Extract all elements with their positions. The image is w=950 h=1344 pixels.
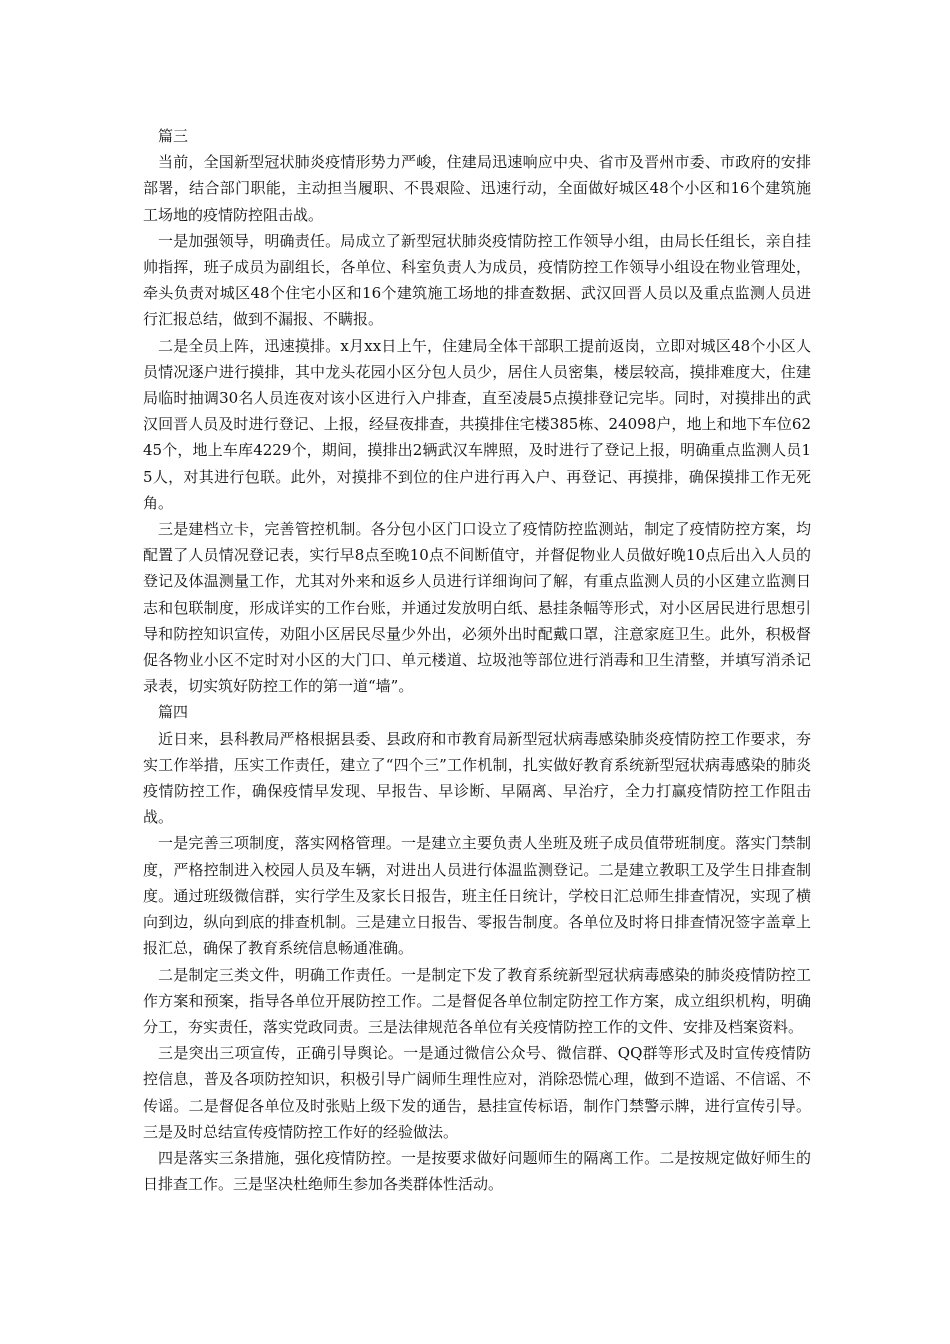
paragraph: 二是全员上阵，迅速摸排。x月xx日上午，住建局全体干部职工提前返岗，立即对城区48个小区人员情况逐户进行摸排，其中龙头花园小区分包人员少，居住人员密集，楼层较高，摸排难度大，住建局临时抽调30名人员连夜对该小区进行入户排查，直至凌晨5点摸排登记完毕。同时，对摸排出的武汉回晋人员及时进行登记、上报，经昼夜排查，共摸排住宅楼385栋、24098户，地上和地下车位6245个，地上车库4229个，期间，摸排出2辆武汉车牌照，及时进行了登记上报，明确重点监测人员15人，对其进行包联。此外，对摸排不到位的住户进行再入户、再登记、再摸排，确保摸排工作无死角。	[143, 336, 811, 512]
paragraph: 当前，全国新型冠状肺炎疫情形势力严峻，住建局迅速响应中央、省市及晋州市委、市政府的安排部署，结合部门职能，主动担当履职、不畏艰险、迅速行动，全面做好城区48个小区和16个建筑施工场地的疫情防控阻击战。	[143, 153, 811, 224]
paragraph: 近日来，县科教局严格根据县委、县政府和市教育局新型冠状病毒感染肺炎疫情防控工作要求，夯实工作举措，压实工作责任，建立了“四个三”工作机制，扎实做好教育系统新型冠状病毒感染的肺炎疫情防控工作，确保疫情早发现、早报告、早诊断、早隔离、早治疗，全力打赢疫情防控工作阻击战。	[143, 729, 811, 827]
paragraph: 三是突出三项宣传，正确引导舆论。一是通过微信公众号、微信群、QQ群等形式及时宣传疫情防控信息，普及各项防控知识，积极引导广阔师生理性应对，消除恐慌心理，做到不造谣、不信谣、不传谣。二是督促各单位及时张贴上级下发的通告，悬挂宣传标语，制作门禁警示牌，进行宣传引导。三是及时总结宣传疫情防控工作好的经验做法。	[143, 1044, 811, 1141]
section-heading: 篇四	[158, 703, 189, 722]
paragraph: 一是加强领导，明确责任。局成立了新型冠状肺炎疫情防控工作领导小组，由局长任组长，亲自挂帅指挥，班子成员为副组长，各单位、科室负责人为成员，疫情防控工作领导小组设在物业管理处，牵头负责对城区48个住宅小区和16个建筑施工场地的排查数据、武汉回晋人员以及重点监测人员进行汇报总结，做到不漏报、不瞒报。	[143, 231, 811, 329]
paragraph: 二是制定三类文件，明确工作责任。一是制定下发了教育系统新型冠状病毒感染的肺炎疫情防控工作方案和预案，指导各单位开展防控工作。二是督促各单位制定防控工作方案，成立组织机构，明确分工，夯实责任，落实党政同责。三是法律规范各单位有关疫情防控工作的文件、安排及档案资料。	[143, 965, 811, 1036]
document-body	[143, 123, 811, 1197]
paragraph: 三是建档立卡，完善管控机制。各分包小区门口设立了疫情防控监测站，制定了疫情防控方案，均配置了人员情况登记表，实行早8点至晚10点不间断值守，并督促物业人员做好晚10点后出入人员的登记及体温测量工作，尤其对外来和返乡人员进行详细询问了解，有重点监测人员的小区建立监测日志和包联制度，形成详实的工作台账，并通过发放明白纸、悬挂条幅等形式，对小区居民进行思想引导和防控知识宣传，劝阻小区居民尽量少外出，必须外出时配戴口罩，注意家庭卫生。此外，积极督促各物业小区不定时对小区的大门口、单元楼道、垃圾池等部位进行消毒和卫生清整，并填写消杀记录表，切实筑好防控工作的第一道“墙”。	[143, 520, 811, 696]
paragraph: 一是完善三项制度，落实网格管理。一是建立主要负责人坐班及班子成员值带班制度。落实门禁制度，严格控制进入校园人员及车辆，对进出人员进行体温监测登记。二是建立教职工及学生日排查制度。通过班级微信群，实行学生及家长日报告，班主任日统计，学校日汇总师生排查情况，实现了横向到边，纵向到底的排查机制。三是建立日报告、零报告制度。各单位及时将日排查情况签字盖章上报汇总，确保了教育系统信息畅通准确。	[143, 834, 811, 958]
paragraph: 四是落实三条措施，强化疫情防控。一是按要求做好问题师生的隔离工作。二是按规定做好师生的日排查工作。三是坚决杜绝师生参加各类群体性活动。	[143, 1148, 811, 1194]
section-heading: 篇三	[158, 127, 189, 145]
